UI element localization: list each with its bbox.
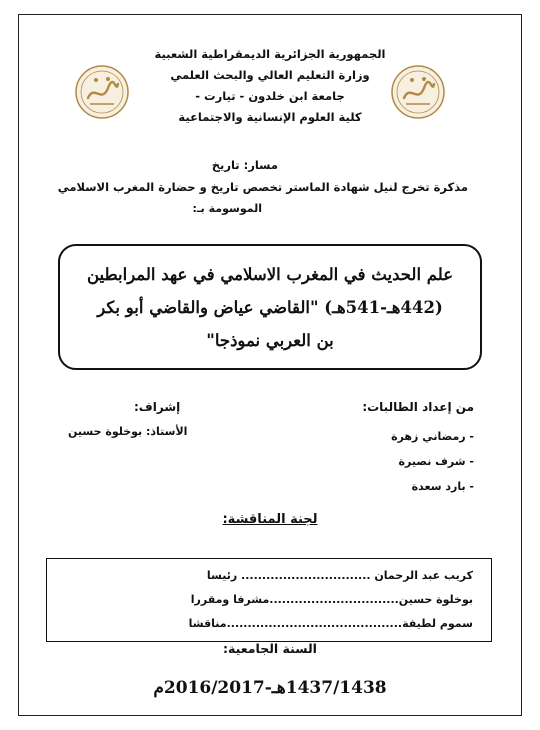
academic-year-value: 1437/1438هـ-2016/2017م [153,678,387,698]
thesis-title-line-1: علم الحديث في المغرب الاسلامي في عهد المرابطين [86,265,454,284]
list-item: - رمضاني زهرة [391,430,474,443]
titled-label: الموسومة بـ: [192,202,262,215]
supervisor-label: إشراف: [134,400,181,414]
committee-heading [0,512,540,527]
track-label: مسار: تاريخ [211,158,278,172]
committee-row: كريب عبد الرحمان ............................... رئيسا [206,569,473,582]
institution-header [150,44,390,128]
students-label: من إعداد الطالبات: [362,400,474,414]
memo-description: مذكرة تخرج لنيل شهادة الماستر تخصص تاريخ و حضارة المغرب الاسلامي [57,180,468,194]
academic-year-label: السنة الجامعية: [223,641,317,656]
committee-row: بوخلوة حسين...............................مشرفا ومقررا [190,593,473,606]
committee-heading-text: لجنة المناقشة: [222,512,318,527]
thesis-title-box [58,244,482,370]
university-logo-right-icon [390,64,446,120]
university-logo-left-icon [74,64,130,120]
thesis-title-line-2: (442هـ-541هـ) "القاضي عياض والقاضي أبو بكر [97,298,443,317]
committee-box [46,558,492,642]
thesis-title [70,258,470,357]
header-line-university: جامعة ابن خلدون - تيارت - [195,89,345,103]
header-line-faculty: كلية العلوم الإنسانية والاجتماعية [178,110,362,124]
supervisor-name: الأستاذ: بوخلوة حسين [68,425,188,438]
list-item: - شرف نصيرة [398,455,474,468]
students-list [391,424,474,499]
thesis-title-line-3: بن العربي نموذجا" [206,331,334,350]
header-line-ministry: وزارة التعليم العالي والبحث العلمي [170,68,370,82]
committee-row: سموم لطيفة..........................................مناقشا [188,617,473,630]
list-item: - بارد سعدة [411,480,474,493]
header-line-republic: الجمهورية الجزائرية الديمقراطية الشعبية [154,47,386,61]
